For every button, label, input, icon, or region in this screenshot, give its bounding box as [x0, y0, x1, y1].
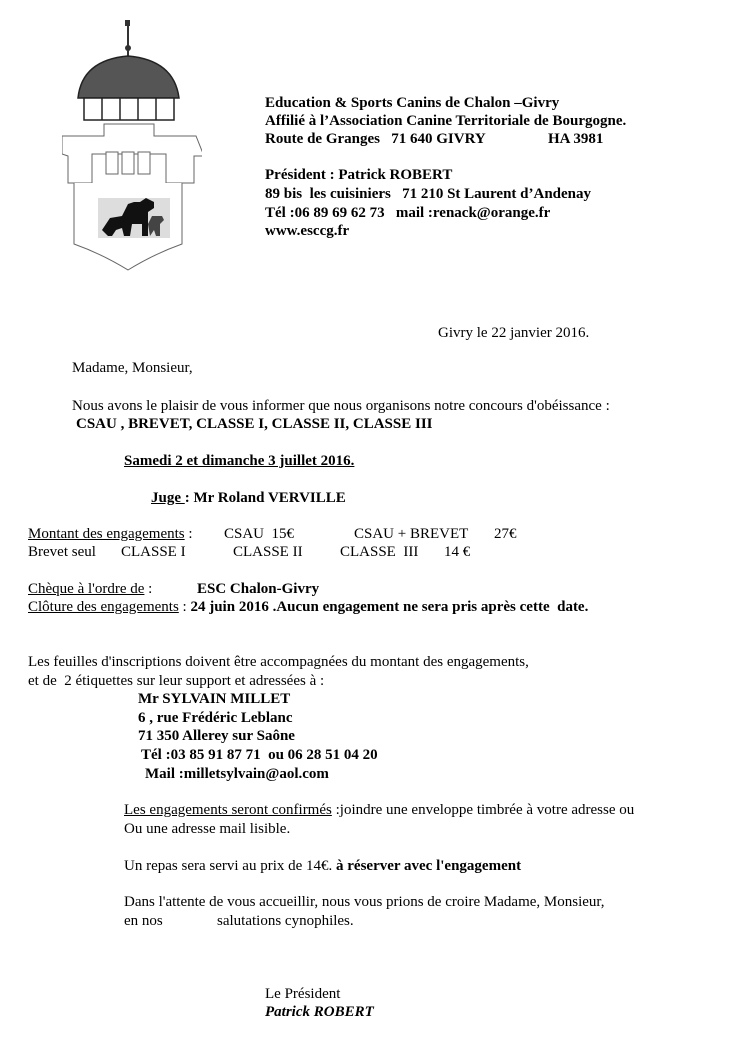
recipient-street: 6 , rue Frédéric Leblanc	[138, 710, 293, 726]
closing-detail: 24 juin 2016 .Aucun engagement ne sera pris après cette date.	[190, 599, 589, 615]
forms-line-2: et de 2 étiquettes sur leur support et adressées à :	[28, 673, 325, 689]
fees-label-line	[28, 525, 193, 544]
fee-brevet-seul: Brevet seul	[28, 544, 96, 560]
fee-classes-price: 14 €	[444, 544, 471, 560]
cheque-label-line	[28, 580, 152, 599]
confirm-text: :joindre une enveloppe timbrée à votre adresse ou	[331, 802, 635, 818]
closing-line	[28, 598, 588, 617]
recipient-city: 71 350 Allerey sur Saône	[138, 728, 295, 744]
judge-label: Juge	[151, 490, 185, 506]
signature-title: Le Président	[265, 986, 341, 1002]
ha-number: HA 3981	[548, 131, 604, 147]
fees-colon: :	[184, 526, 193, 542]
competition-classes: CSAU , BREVET, CLASSE I, CLASSE II, CLASSE III	[76, 416, 433, 432]
recipient-phone: Tél :03 85 91 87 71 ou 06 28 51 04 20	[141, 747, 378, 763]
forms-line-1: Les feuilles d'inscriptions doivent être accompagnées du montant des engagements,	[28, 654, 529, 670]
closing-paragraph-2a: en nos	[124, 913, 163, 929]
meal-text: Un repas sera servi au prix de 14€.	[124, 858, 337, 874]
confirm-line-2: Ou une adresse mail lisible.	[124, 821, 291, 837]
closing-label: Clôture des engagements	[28, 599, 179, 615]
intro-text: Nous avons le plaisir de vous informer que nous organisons notre concours d'obéissance :	[72, 398, 610, 414]
cheque-colon: :	[144, 581, 153, 597]
club-address: Route de Granges 71 640 GIVRY	[265, 131, 486, 147]
fee-classe1: CLASSE I	[121, 544, 186, 560]
cheque-label: Chèque à l'ordre de	[28, 581, 145, 597]
closing-paragraph-2b: salutations cynophiles.	[217, 913, 354, 929]
fee-classe2: CLASSE II	[233, 544, 303, 560]
event-dates: Samedi 2 et dimanche 3 juillet 2016.	[124, 453, 355, 469]
website-link[interactable]: www.esccg.fr	[265, 223, 350, 239]
confirm-label: Les engagements seront confirmés	[124, 802, 332, 818]
cheque-payee: ESC Chalon-Givry	[197, 581, 320, 597]
club-logo-icon	[62, 18, 202, 273]
closing-colon: :	[178, 599, 191, 615]
recipient-mail: Mail :milletsylvain@aol.com	[145, 766, 329, 782]
president-label: Président : Patrick ROBERT	[265, 167, 453, 183]
date-line: Givry le 22 janvier 2016.	[438, 325, 590, 341]
salutation: Madame, Monsieur,	[72, 360, 193, 376]
president-contact: Tél :06 89 69 62 73 mail :renack@orange.fr	[265, 205, 551, 221]
fee-classe3: CLASSE III	[340, 544, 419, 560]
judge-line	[151, 489, 346, 508]
confirm-line	[124, 801, 634, 820]
fee-csau: CSAU 15€	[224, 526, 295, 542]
fee-csau-brevet-price: 27€	[494, 526, 517, 542]
affiliation: Affilié à l’Association Canine Territoriale de Bourgogne.	[265, 113, 627, 129]
fees-label: Montant des engagements	[28, 526, 185, 542]
meal-reserve: à réserver avec l'engagement	[336, 858, 522, 874]
fee-csau-brevet-label: CSAU + BREVET	[354, 526, 469, 542]
judge-name: : Mr Roland VERVILLE	[184, 490, 346, 506]
club-name: Education & Sports Canins de Chalon –Givry	[265, 95, 560, 111]
recipient-name: Mr SYLVAIN MILLET	[138, 691, 291, 707]
meal-line	[124, 857, 521, 876]
closing-paragraph-1: Dans l'attente de vous accueillir, nous vous prions de croire Madame, Monsieur,	[124, 894, 605, 910]
signature-name: Patrick ROBERT	[265, 1004, 374, 1020]
president-address: 89 bis les cuisiniers 71 210 St Laurent d’Andenay	[265, 186, 592, 202]
